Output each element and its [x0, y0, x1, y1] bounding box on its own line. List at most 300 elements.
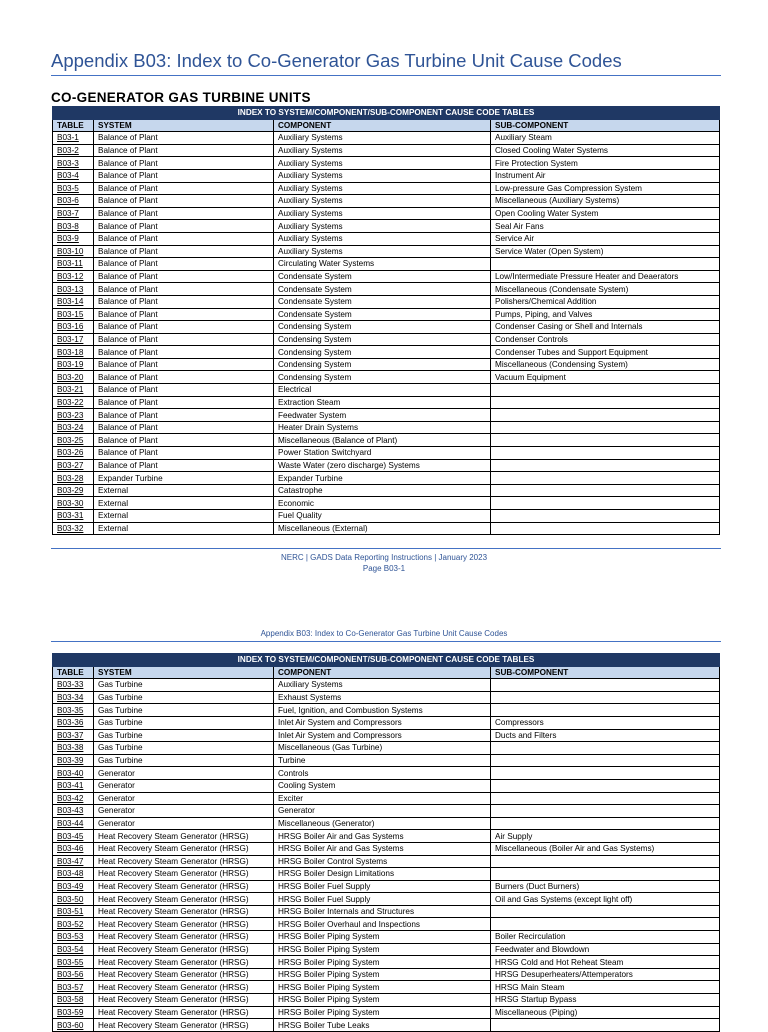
table-code-link[interactable]: B03-30 — [53, 497, 94, 510]
table-row — [53, 484, 720, 497]
component-cell: Generator — [274, 805, 491, 818]
header-table: TABLE — [53, 119, 94, 132]
system-cell: Balance of Plant — [94, 434, 274, 447]
table-code-link[interactable]: B03-5 — [53, 182, 94, 195]
component-cell: Auxiliary Systems — [274, 220, 491, 233]
component-cell: Condensing System — [274, 346, 491, 359]
table-row — [53, 434, 720, 447]
component-cell: HRSG Boiler Air and Gas Systems — [274, 842, 491, 855]
sub-component-cell — [491, 754, 720, 767]
sub-component-cell — [491, 817, 720, 830]
system-cell: Heat Recovery Steam Generator (HRSG) — [94, 981, 274, 994]
system-cell: Gas Turbine — [94, 742, 274, 755]
table-row — [53, 245, 720, 258]
system-cell: Heat Recovery Steam Generator (HRSG) — [94, 893, 274, 906]
table-code-link[interactable]: B03-54 — [53, 943, 94, 956]
system-cell: Generator — [94, 779, 274, 792]
component-cell: HRSG Boiler Fuel Supply — [274, 880, 491, 893]
system-cell: Balance of Plant — [94, 182, 274, 195]
component-cell: HRSG Boiler Internals and Structures — [274, 905, 491, 918]
sub-component-cell: Miscellaneous (Piping) — [491, 1006, 720, 1019]
table-code-link[interactable]: B03-13 — [53, 283, 94, 296]
component-cell: Feedwater System — [274, 409, 491, 422]
table-row — [53, 220, 720, 233]
table-row — [53, 805, 720, 818]
system-cell: Balance of Plant — [94, 207, 274, 220]
page2-header-rule — [51, 641, 721, 642]
system-cell: External — [94, 497, 274, 510]
system-cell: Gas Turbine — [94, 691, 274, 704]
component-cell: Electrical — [274, 384, 491, 397]
table-code-link[interactable]: B03-11 — [53, 258, 94, 271]
system-cell: Balance of Plant — [94, 169, 274, 182]
system-cell: Generator — [94, 817, 274, 830]
system-cell: Heat Recovery Steam Generator (HRSG) — [94, 855, 274, 868]
system-cell: Balance of Plant — [94, 308, 274, 321]
sub-component-cell — [491, 1019, 720, 1032]
sub-component-cell — [491, 421, 720, 434]
system-cell: Balance of Plant — [94, 295, 274, 308]
sub-component-cell — [491, 918, 720, 931]
system-cell: Heat Recovery Steam Generator (HRSG) — [94, 918, 274, 931]
component-cell: Waste Water (zero discharge) Systems — [274, 459, 491, 472]
table-code-link[interactable]: B03-56 — [53, 968, 94, 981]
table-code-link[interactable]: B03-24 — [53, 421, 94, 434]
component-cell: Condensate System — [274, 308, 491, 321]
system-cell: Balance of Plant — [94, 421, 274, 434]
system-cell: Balance of Plant — [94, 333, 274, 346]
component-cell: Turbine — [274, 754, 491, 767]
system-cell: Balance of Plant — [94, 258, 274, 271]
table-row — [53, 893, 720, 906]
table-row — [53, 396, 720, 409]
table-row — [53, 981, 720, 994]
component-cell: HRSG Boiler Piping System — [274, 968, 491, 981]
table-row — [53, 295, 720, 308]
table-row — [53, 868, 720, 881]
footer-rule — [51, 548, 721, 549]
table-code-link[interactable]: B03-6 — [53, 195, 94, 208]
component-cell: Condensing System — [274, 321, 491, 334]
component-cell: HRSG Boiler Control Systems — [274, 855, 491, 868]
component-cell: Catastrophe — [274, 484, 491, 497]
header-sub-component: SUB-COMPONENT — [491, 666, 720, 679]
component-cell: Auxiliary Systems — [274, 157, 491, 170]
table-code-link[interactable]: B03-15 — [53, 308, 94, 321]
sub-component-cell: Instrument Air — [491, 169, 720, 182]
component-cell: Exciter — [274, 792, 491, 805]
table-code-link[interactable]: B03-53 — [53, 931, 94, 944]
header-table: TABLE — [53, 666, 94, 679]
system-cell: Balance of Plant — [94, 321, 274, 334]
sub-component-cell: Burners (Duct Burners) — [491, 880, 720, 893]
footer-report-line: NERC | GADS Data Reporting Instructions | January 2023 — [280, 553, 488, 562]
sub-component-cell: Fire Protection System — [491, 157, 720, 170]
table-code-link[interactable]: B03-42 — [53, 792, 94, 805]
system-cell: Heat Recovery Steam Generator (HRSG) — [94, 842, 274, 855]
sub-component-cell — [491, 522, 720, 535]
sub-component-cell: Compressors — [491, 716, 720, 729]
system-cell: Balance of Plant — [94, 195, 274, 208]
system-cell: Balance of Plant — [94, 283, 274, 296]
table-row — [53, 459, 720, 472]
component-cell: HRSG Boiler Air and Gas Systems — [274, 830, 491, 843]
system-cell: Generator — [94, 767, 274, 780]
component-cell: Miscellaneous (Gas Turbine) — [274, 742, 491, 755]
header-system: SYSTEM — [94, 666, 274, 679]
system-cell: Heat Recovery Steam Generator (HRSG) — [94, 905, 274, 918]
component-cell: Fuel, Ignition, and Combustion Systems — [274, 704, 491, 717]
table-code-link[interactable]: B03-2 — [53, 144, 94, 157]
table-code-link[interactable]: B03-35 — [53, 704, 94, 717]
header-system: SYSTEM — [94, 119, 274, 132]
header-component: COMPONENT — [274, 666, 491, 679]
table-row — [53, 931, 720, 944]
table-code-link[interactable]: B03-3 — [53, 157, 94, 170]
sub-component-cell: Air Supply — [491, 830, 720, 843]
sub-component-cell: Miscellaneous (Condensate System) — [491, 283, 720, 296]
table-code-link[interactable]: B03-14 — [53, 295, 94, 308]
table-code-link[interactable]: B03-39 — [53, 754, 94, 767]
component-cell: Condensing System — [274, 333, 491, 346]
sub-component-cell: Auxiliary Steam — [491, 132, 720, 145]
sub-component-cell: Low/Intermediate Pressure Heater and Deaerators — [491, 270, 720, 283]
component-cell: Auxiliary Systems — [274, 144, 491, 157]
sub-component-cell — [491, 691, 720, 704]
system-cell: Heat Recovery Steam Generator (HRSG) — [94, 830, 274, 843]
component-cell: Auxiliary Systems — [274, 182, 491, 195]
system-cell: Balance of Plant — [94, 459, 274, 472]
table-code-link[interactable]: B03-18 — [53, 346, 94, 359]
system-cell: Gas Turbine — [94, 704, 274, 717]
table-row — [53, 968, 720, 981]
table-code-link[interactable]: B03-51 — [53, 905, 94, 918]
component-cell: Condensing System — [274, 371, 491, 384]
sub-component-cell — [491, 767, 720, 780]
table-code-link[interactable]: B03-40 — [53, 767, 94, 780]
sub-component-cell — [491, 384, 720, 397]
table-code-link[interactable]: B03-25 — [53, 434, 94, 447]
component-cell: HRSG Boiler Piping System — [274, 931, 491, 944]
table-code-link[interactable]: B03-19 — [53, 358, 94, 371]
table-row — [53, 157, 720, 170]
sub-component-cell: HRSG Startup Bypass — [491, 994, 720, 1007]
table-row — [53, 994, 720, 1007]
component-cell: Inlet Air System and Compressors — [274, 729, 491, 742]
component-cell: Expander Turbine — [274, 472, 491, 485]
component-cell: Auxiliary Systems — [274, 245, 491, 258]
system-cell: Balance of Plant — [94, 371, 274, 384]
table-row — [53, 447, 720, 460]
sub-component-cell: Closed Cooling Water Systems — [491, 144, 720, 157]
table-row — [53, 510, 720, 523]
sub-component-cell: Open Cooling Water System — [491, 207, 720, 220]
table-code-link[interactable]: B03-1 — [53, 132, 94, 145]
sub-component-cell — [491, 779, 720, 792]
system-cell: Gas Turbine — [94, 679, 274, 692]
table-code-link[interactable]: B03-23 — [53, 409, 94, 422]
table-row — [53, 754, 720, 767]
component-cell: Inlet Air System and Compressors — [274, 716, 491, 729]
component-cell: Power Station Switchyard — [274, 447, 491, 460]
table-row — [53, 855, 720, 868]
sub-component-cell: Condenser Casing or Shell and Internals — [491, 321, 720, 334]
sub-component-cell: Condenser Tubes and Support Equipment — [491, 346, 720, 359]
table-row — [53, 943, 720, 956]
table-row — [53, 144, 720, 157]
system-cell: Balance of Plant — [94, 132, 274, 145]
page2-header: Appendix B03: Index to Co-Generator Gas Turbine Unit Cause Codes — [260, 629, 508, 638]
component-cell: Miscellaneous (Generator) — [274, 817, 491, 830]
sub-component-cell — [491, 905, 720, 918]
table-row — [53, 270, 720, 283]
table-code-link[interactable]: B03-22 — [53, 396, 94, 409]
system-cell: Balance of Plant — [94, 144, 274, 157]
component-cell: Auxiliary Systems — [274, 679, 491, 692]
system-cell: Balance of Plant — [94, 358, 274, 371]
component-cell: Auxiliary Systems — [274, 207, 491, 220]
table-code-link[interactable]: B03-60 — [53, 1019, 94, 1032]
cause-code-table-page2 — [52, 653, 720, 1032]
table-row — [53, 792, 720, 805]
table-code-link[interactable]: B03-59 — [53, 1006, 94, 1019]
table-code-link[interactable]: B03-8 — [53, 220, 94, 233]
system-cell: Balance of Plant — [94, 346, 274, 359]
table-code-link[interactable]: B03-27 — [53, 459, 94, 472]
component-cell: Exhaust Systems — [274, 691, 491, 704]
component-cell: HRSG Boiler Piping System — [274, 1006, 491, 1019]
table-header-row — [53, 119, 720, 132]
sub-component-cell: Condenser Controls — [491, 333, 720, 346]
component-cell: Auxiliary Systems — [274, 169, 491, 182]
table-code-link[interactable]: B03-48 — [53, 868, 94, 881]
sub-component-cell — [491, 472, 720, 485]
table-caption: INDEX TO SYSTEM/COMPONENT/SUB-COMPONENT CAUSE CODE TABLES — [53, 107, 720, 120]
system-cell: Heat Recovery Steam Generator (HRSG) — [94, 868, 274, 881]
component-cell: Heater Drain Systems — [274, 421, 491, 434]
cause-code-table-page1 — [52, 106, 720, 535]
table-code-link[interactable]: B03-57 — [53, 981, 94, 994]
component-cell: HRSG Boiler Piping System — [274, 943, 491, 956]
table-row — [53, 716, 720, 729]
table-code-link[interactable]: B03-17 — [53, 333, 94, 346]
table-row — [53, 283, 720, 296]
component-cell: Condensate System — [274, 295, 491, 308]
table-row — [53, 232, 720, 245]
sub-component-cell: HRSG Main Steam — [491, 981, 720, 994]
table-code-link[interactable]: B03-52 — [53, 918, 94, 931]
table-row — [53, 384, 720, 397]
table-code-link[interactable]: B03-28 — [53, 472, 94, 485]
table-row — [53, 729, 720, 742]
table-code-link[interactable]: B03-41 — [53, 779, 94, 792]
table-row — [53, 679, 720, 692]
component-cell: Miscellaneous (Balance of Plant) — [274, 434, 491, 447]
table-row — [53, 195, 720, 208]
table-code-link[interactable]: B03-46 — [53, 842, 94, 855]
table-row — [53, 371, 720, 384]
table-row — [53, 169, 720, 182]
table-row — [53, 1006, 720, 1019]
sub-component-cell — [491, 805, 720, 818]
table-row — [53, 132, 720, 145]
system-cell: Balance of Plant — [94, 384, 274, 397]
sub-component-cell: Pumps, Piping, and Valves — [491, 308, 720, 321]
table-row — [53, 830, 720, 843]
table-code-link[interactable]: B03-38 — [53, 742, 94, 755]
table-row — [53, 182, 720, 195]
table-code-link[interactable]: B03-34 — [53, 691, 94, 704]
component-cell: HRSG Boiler Piping System — [274, 956, 491, 969]
table-code-link[interactable]: B03-21 — [53, 384, 94, 397]
system-cell: Gas Turbine — [94, 729, 274, 742]
component-cell: HRSG Boiler Tube Leaks — [274, 1019, 491, 1032]
system-cell: Heat Recovery Steam Generator (HRSG) — [94, 931, 274, 944]
system-cell: Gas Turbine — [94, 754, 274, 767]
component-cell: Condensing System — [274, 358, 491, 371]
table-row — [53, 918, 720, 931]
table-code-link[interactable]: B03-33 — [53, 679, 94, 692]
doc-title: Appendix B03: Index to Co-Generator Gas Turbine Unit Cause Codes — [51, 50, 622, 71]
sub-component-cell: HRSG Desuperheaters/Attemperators — [491, 968, 720, 981]
table-code-link[interactable]: B03-36 — [53, 716, 94, 729]
table-row — [53, 522, 720, 535]
table-code-link[interactable]: B03-9 — [53, 232, 94, 245]
table-code-link[interactable]: B03-4 — [53, 169, 94, 182]
table-code-link[interactable]: B03-55 — [53, 956, 94, 969]
table-code-link[interactable]: B03-44 — [53, 817, 94, 830]
system-cell: Heat Recovery Steam Generator (HRSG) — [94, 956, 274, 969]
sub-component-cell — [491, 447, 720, 460]
system-cell: Generator — [94, 805, 274, 818]
sub-component-cell — [491, 396, 720, 409]
table-row — [53, 905, 720, 918]
system-cell: Gas Turbine — [94, 716, 274, 729]
system-cell: Balance of Plant — [94, 220, 274, 233]
table-caption-row — [53, 107, 720, 120]
table-row — [53, 817, 720, 830]
sub-component-cell: Miscellaneous (Auxiliary Systems) — [491, 195, 720, 208]
table-row — [53, 333, 720, 346]
component-cell: Auxiliary Systems — [274, 232, 491, 245]
sub-component-cell — [491, 742, 720, 755]
system-cell: Balance of Plant — [94, 245, 274, 258]
system-cell: Balance of Plant — [94, 396, 274, 409]
component-cell: Extraction Steam — [274, 396, 491, 409]
component-cell: Miscellaneous (External) — [274, 522, 491, 535]
sub-component-cell — [491, 497, 720, 510]
table-row — [53, 207, 720, 220]
table-row — [53, 704, 720, 717]
component-cell: Fuel Quality — [274, 510, 491, 523]
table-caption: INDEX TO SYSTEM/COMPONENT/SUB-COMPONENT CAUSE CODE TABLES — [53, 654, 720, 667]
sub-component-cell: Oil and Gas Systems (except light off) — [491, 893, 720, 906]
component-cell: Condensate System — [274, 283, 491, 296]
section-title: CO-GENERATOR GAS TURBINE UNITS — [51, 90, 311, 105]
table-row — [53, 880, 720, 893]
table-row — [53, 346, 720, 359]
table-code-link[interactable]: B03-32 — [53, 522, 94, 535]
sub-component-cell — [491, 679, 720, 692]
table-code-link[interactable]: B03-31 — [53, 510, 94, 523]
table-code-link[interactable]: B03-16 — [53, 321, 94, 334]
table-row — [53, 472, 720, 485]
component-cell: Auxiliary Systems — [274, 195, 491, 208]
component-cell: Circulating Water Systems — [274, 258, 491, 271]
system-cell: Heat Recovery Steam Generator (HRSG) — [94, 1006, 274, 1019]
table-row — [53, 358, 720, 371]
system-cell: Heat Recovery Steam Generator (HRSG) — [94, 994, 274, 1007]
sub-component-cell — [491, 258, 720, 271]
system-cell: Balance of Plant — [94, 409, 274, 422]
table-code-link[interactable]: B03-45 — [53, 830, 94, 843]
system-cell: External — [94, 484, 274, 497]
table-code-link[interactable]: B03-20 — [53, 371, 94, 384]
title-rule — [51, 75, 721, 76]
sub-component-cell — [491, 459, 720, 472]
sub-component-cell — [491, 409, 720, 422]
table-code-link[interactable]: B03-10 — [53, 245, 94, 258]
component-cell: Condensate System — [274, 270, 491, 283]
system-cell: Generator — [94, 792, 274, 805]
component-cell: Economic — [274, 497, 491, 510]
sub-component-cell: Seal Air Fans — [491, 220, 720, 233]
sub-component-cell: Boiler Recirculation — [491, 931, 720, 944]
sub-component-cell: Low-pressure Gas Compression System — [491, 182, 720, 195]
table-code-link[interactable]: B03-50 — [53, 893, 94, 906]
sub-component-cell: Miscellaneous (Condensing System) — [491, 358, 720, 371]
table-code-link[interactable]: B03-58 — [53, 994, 94, 1007]
system-cell: Balance of Plant — [94, 447, 274, 460]
system-cell: Balance of Plant — [94, 270, 274, 283]
table-code-link[interactable]: B03-49 — [53, 880, 94, 893]
table-row — [53, 691, 720, 704]
table-row — [53, 1019, 720, 1032]
system-cell: External — [94, 522, 274, 535]
table-code-link[interactable]: B03-12 — [53, 270, 94, 283]
table-code-link[interactable]: B03-37 — [53, 729, 94, 742]
component-cell: Auxiliary Systems — [274, 132, 491, 145]
sub-component-cell — [491, 855, 720, 868]
table-code-link[interactable]: B03-47 — [53, 855, 94, 868]
table-row — [53, 409, 720, 422]
table-row — [53, 742, 720, 755]
table-row — [53, 321, 720, 334]
table-row — [53, 767, 720, 780]
table-code-link[interactable]: B03-29 — [53, 484, 94, 497]
sub-component-cell: Ducts and Filters — [491, 729, 720, 742]
component-cell: HRSG Boiler Piping System — [274, 981, 491, 994]
table-row — [53, 779, 720, 792]
component-cell: HRSG Boiler Piping System — [274, 994, 491, 1007]
table-caption-row — [53, 654, 720, 667]
sub-component-cell: Service Air — [491, 232, 720, 245]
component-cell: Cooling System — [274, 779, 491, 792]
component-cell: Controls — [274, 767, 491, 780]
sub-component-cell: Service Water (Open System) — [491, 245, 720, 258]
table-row — [53, 956, 720, 969]
sub-component-cell: Polishers/Chemical Addition — [491, 295, 720, 308]
component-cell: HRSG Boiler Fuel Supply — [274, 893, 491, 906]
system-cell: External — [94, 510, 274, 523]
sub-component-cell — [491, 792, 720, 805]
table-row — [53, 308, 720, 321]
table-code-link[interactable]: B03-43 — [53, 805, 94, 818]
table-code-link[interactable]: B03-26 — [53, 447, 94, 460]
table-code-link[interactable]: B03-7 — [53, 207, 94, 220]
system-cell: Heat Recovery Steam Generator (HRSG) — [94, 1019, 274, 1032]
sub-component-cell — [491, 704, 720, 717]
